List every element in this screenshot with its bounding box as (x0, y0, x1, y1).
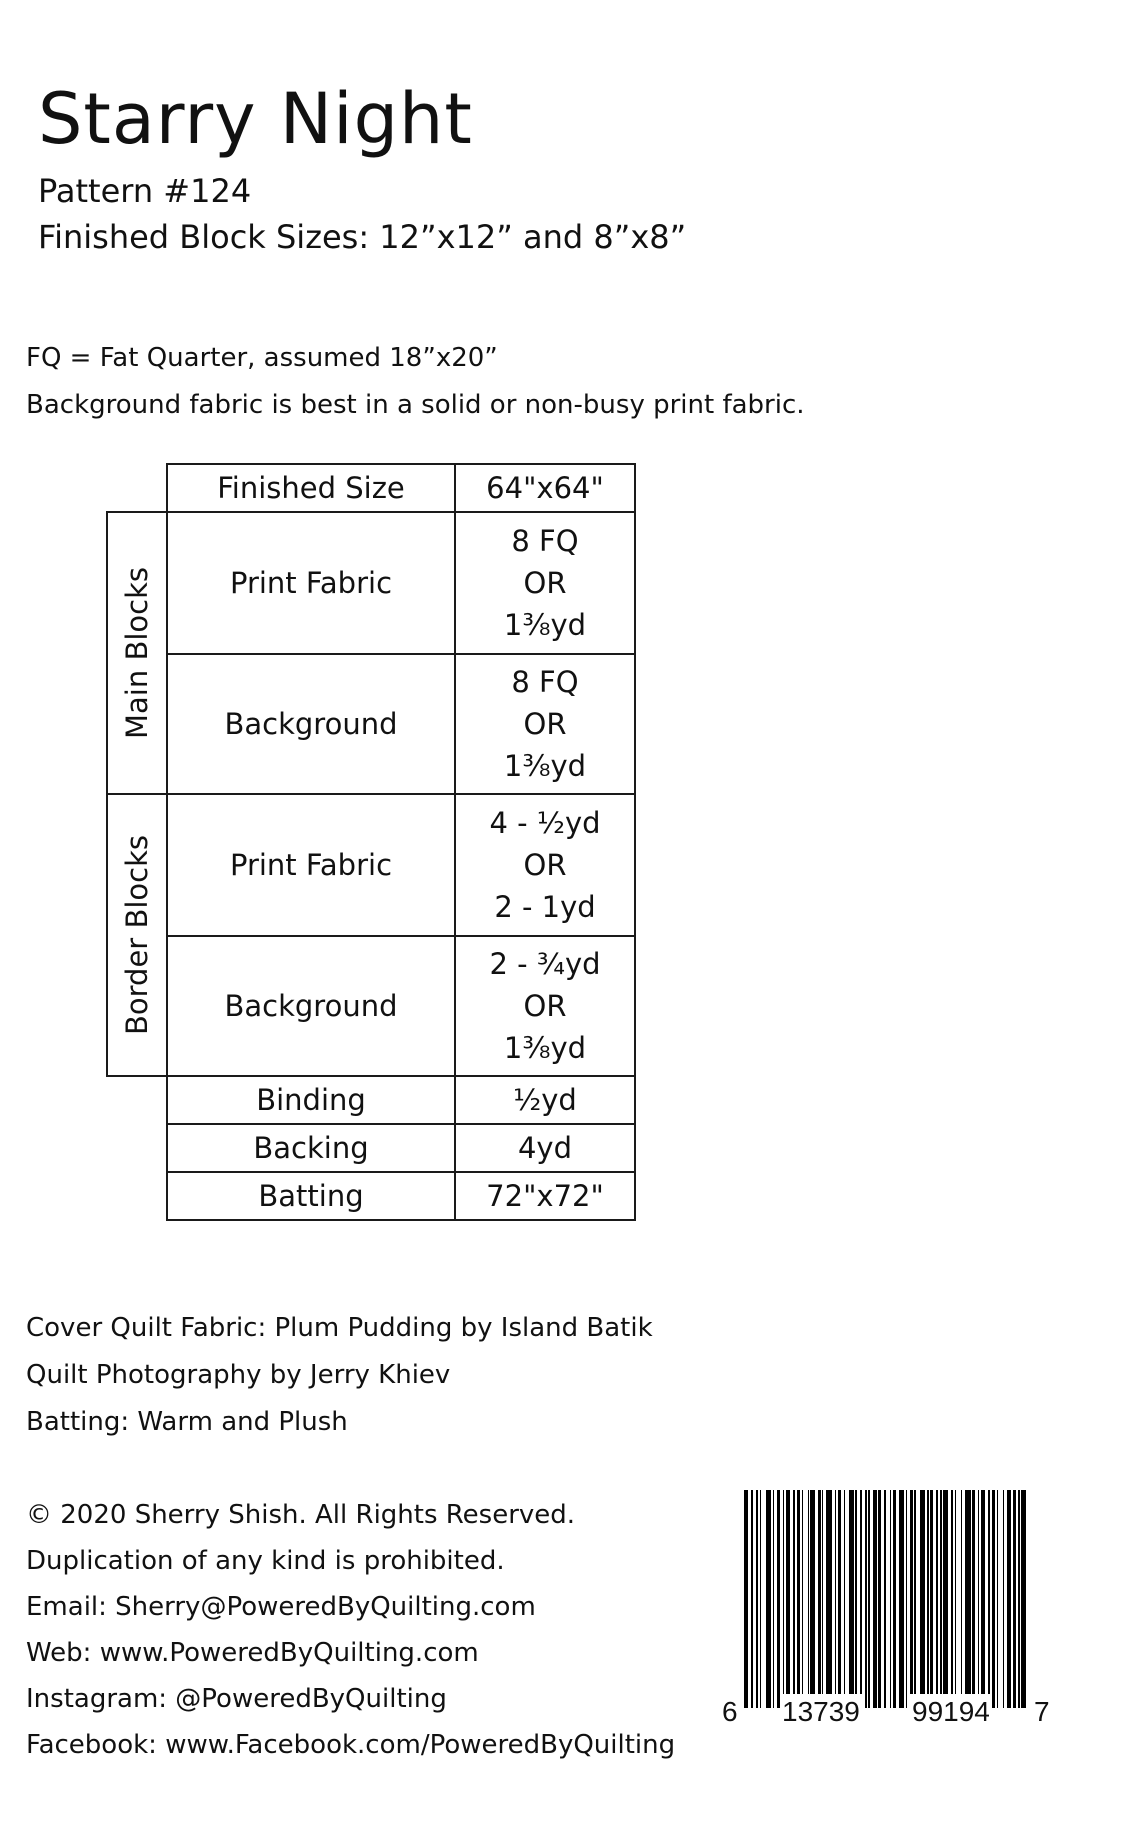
barcode-bar (766, 1490, 772, 1708)
barcode-bar (1003, 1490, 1004, 1708)
barcode-bar (899, 1490, 905, 1708)
row-amount (454, 653, 636, 795)
barcode-digits-left: 13739 (780, 1694, 862, 1730)
row-item: Backing (166, 1123, 456, 1173)
barcode-bar (1021, 1490, 1025, 1708)
batting-credit: Batting: Warm and Plush (26, 1407, 348, 1437)
photography-credit: Quilt Photography by Jerry Khiev (26, 1360, 451, 1390)
barcode-digits-right: 99194 (910, 1694, 992, 1730)
amount-line: 8 FQ (511, 665, 579, 699)
barcode-digits (720, 1694, 1050, 1730)
barcode-bar (751, 1490, 752, 1708)
barcode-bar (860, 1490, 863, 1708)
barcode-bar (808, 1490, 809, 1708)
barcode-bar (1018, 1490, 1019, 1708)
barcode-bar (1007, 1490, 1011, 1708)
amount-line: OR (523, 707, 567, 741)
barcode-bar (868, 1490, 869, 1708)
barcode-bars (744, 1490, 1030, 1708)
barcode-bar (988, 1490, 989, 1708)
barcode-bar (818, 1490, 821, 1708)
row-amount (454, 793, 636, 937)
barcode-bar (797, 1490, 800, 1708)
group-label-border-blocks-text: Border Blocks (120, 835, 154, 1035)
barcode-bar (992, 1490, 995, 1708)
amount-line: 2 - 1yd (494, 890, 596, 924)
barcode-bar (810, 1490, 814, 1708)
row-item: Binding (166, 1075, 456, 1125)
barcode-bar (906, 1490, 907, 1708)
fabric-requirements-table (106, 463, 636, 1225)
email-contact: Email: Sherry@PoweredByQuilting.com (26, 1592, 536, 1622)
barcode-bar (914, 1490, 915, 1708)
barcode-bar (744, 1490, 748, 1708)
barcode-bar (793, 1490, 794, 1708)
barcode-bar (844, 1490, 845, 1708)
barcode-bar (777, 1490, 780, 1708)
amount-line: OR (523, 566, 567, 600)
facebook-contact: Facebook: www.Facebook.com/PoweredByQuilting (26, 1730, 676, 1760)
barcode-bar (927, 1490, 928, 1708)
barcode-digit-first: 6 (720, 1694, 740, 1730)
barcode-bar (981, 1490, 985, 1708)
amount-line: OR (523, 848, 567, 882)
barcode-bar (849, 1490, 853, 1708)
barcode-bar (1013, 1490, 1016, 1708)
row-amount (454, 511, 636, 655)
barcode-bar (978, 1490, 979, 1708)
group-label-main-blocks (106, 511, 168, 795)
amount-line: 4 - ½yd (489, 806, 601, 840)
table-header-value: 64"x64" (454, 463, 636, 513)
row-amount (454, 935, 636, 1077)
table-header-label: Finished Size (166, 463, 456, 513)
barcode-bar (756, 1490, 759, 1708)
barcode-bar (802, 1490, 803, 1708)
barcode-bar (893, 1490, 896, 1708)
barcode-bar (955, 1490, 956, 1708)
amount-line: 8 FQ (511, 524, 579, 558)
barcode-bar (838, 1490, 841, 1708)
amount-line: OR (523, 989, 567, 1023)
copyright-notice: © 2020 Sherry Shish. All Rights Reserved. (26, 1500, 576, 1530)
barcode-bar (884, 1490, 885, 1708)
pattern-number: Pattern #124 (38, 172, 252, 210)
barcode-bar (920, 1490, 924, 1708)
upc-barcode (720, 1490, 1050, 1730)
barcode-bar (826, 1490, 832, 1708)
barcode-bar (997, 1490, 998, 1708)
row-item: Print Fabric (166, 511, 456, 655)
duplication-notice: Duplication of any kind is prohibited. (26, 1546, 505, 1576)
barcode-bar (822, 1490, 823, 1708)
amount-line: 1⅜yd (503, 1031, 587, 1065)
barcode-bar (873, 1490, 877, 1708)
row-item: Background (166, 653, 456, 795)
barcode-bar (783, 1490, 784, 1708)
barcode-bar (865, 1490, 866, 1708)
barcode-bar (760, 1490, 761, 1708)
barcode-bar (890, 1490, 891, 1708)
barcode-bar (936, 1490, 937, 1708)
barcode-digit-last: 7 (1032, 1694, 1052, 1730)
group-label-border-blocks (106, 793, 168, 1077)
pattern-title: Starry Night (38, 78, 473, 160)
barcode-bar (961, 1490, 962, 1708)
barcode-bar (773, 1490, 774, 1708)
fabric-notes (26, 335, 805, 429)
row-amount: 72"x72" (454, 1171, 636, 1221)
row-item: Print Fabric (166, 793, 456, 937)
barcode-bar (972, 1490, 975, 1708)
background-tip: Background fabric is best in a solid or non-busy print fabric. (26, 390, 805, 420)
barcode-bar (835, 1490, 836, 1708)
barcode-bar (951, 1490, 954, 1708)
block-sizes: Finished Block Sizes: 12”x12” and 8”x8” (38, 218, 687, 257)
barcode-bar (940, 1490, 941, 1708)
barcode-bar (910, 1490, 913, 1708)
group-label-main-blocks-text: Main Blocks (120, 567, 154, 739)
barcode-bar (786, 1490, 790, 1708)
cover-fabric-credit: Cover Quilt Fabric: Plum Pudding by Island Batik (26, 1313, 653, 1343)
barcode-bar (930, 1490, 933, 1708)
amount-line: 1⅜yd (503, 608, 587, 642)
row-amount: ½yd (454, 1075, 636, 1125)
web-contact: Web: www.PoweredByQuilting.com (26, 1638, 479, 1668)
amount-line: 1⅜yd (503, 749, 587, 783)
fq-definition: FQ = Fat Quarter, assumed 18”x20” (26, 343, 498, 373)
pattern-header (38, 78, 687, 257)
instagram-contact: Instagram: @PoweredByQuilting (26, 1684, 447, 1714)
barcode-bar (943, 1490, 947, 1708)
row-item: Batting (166, 1171, 456, 1221)
row-amount: 4yd (454, 1123, 636, 1173)
barcode-bar (965, 1490, 971, 1708)
amount-line: 2 - ¾yd (489, 947, 601, 981)
legal-contact (26, 1492, 675, 1768)
credits (26, 1305, 653, 1446)
barcode-bar (855, 1490, 856, 1708)
barcode-bar (878, 1490, 881, 1708)
row-item: Background (166, 935, 456, 1077)
